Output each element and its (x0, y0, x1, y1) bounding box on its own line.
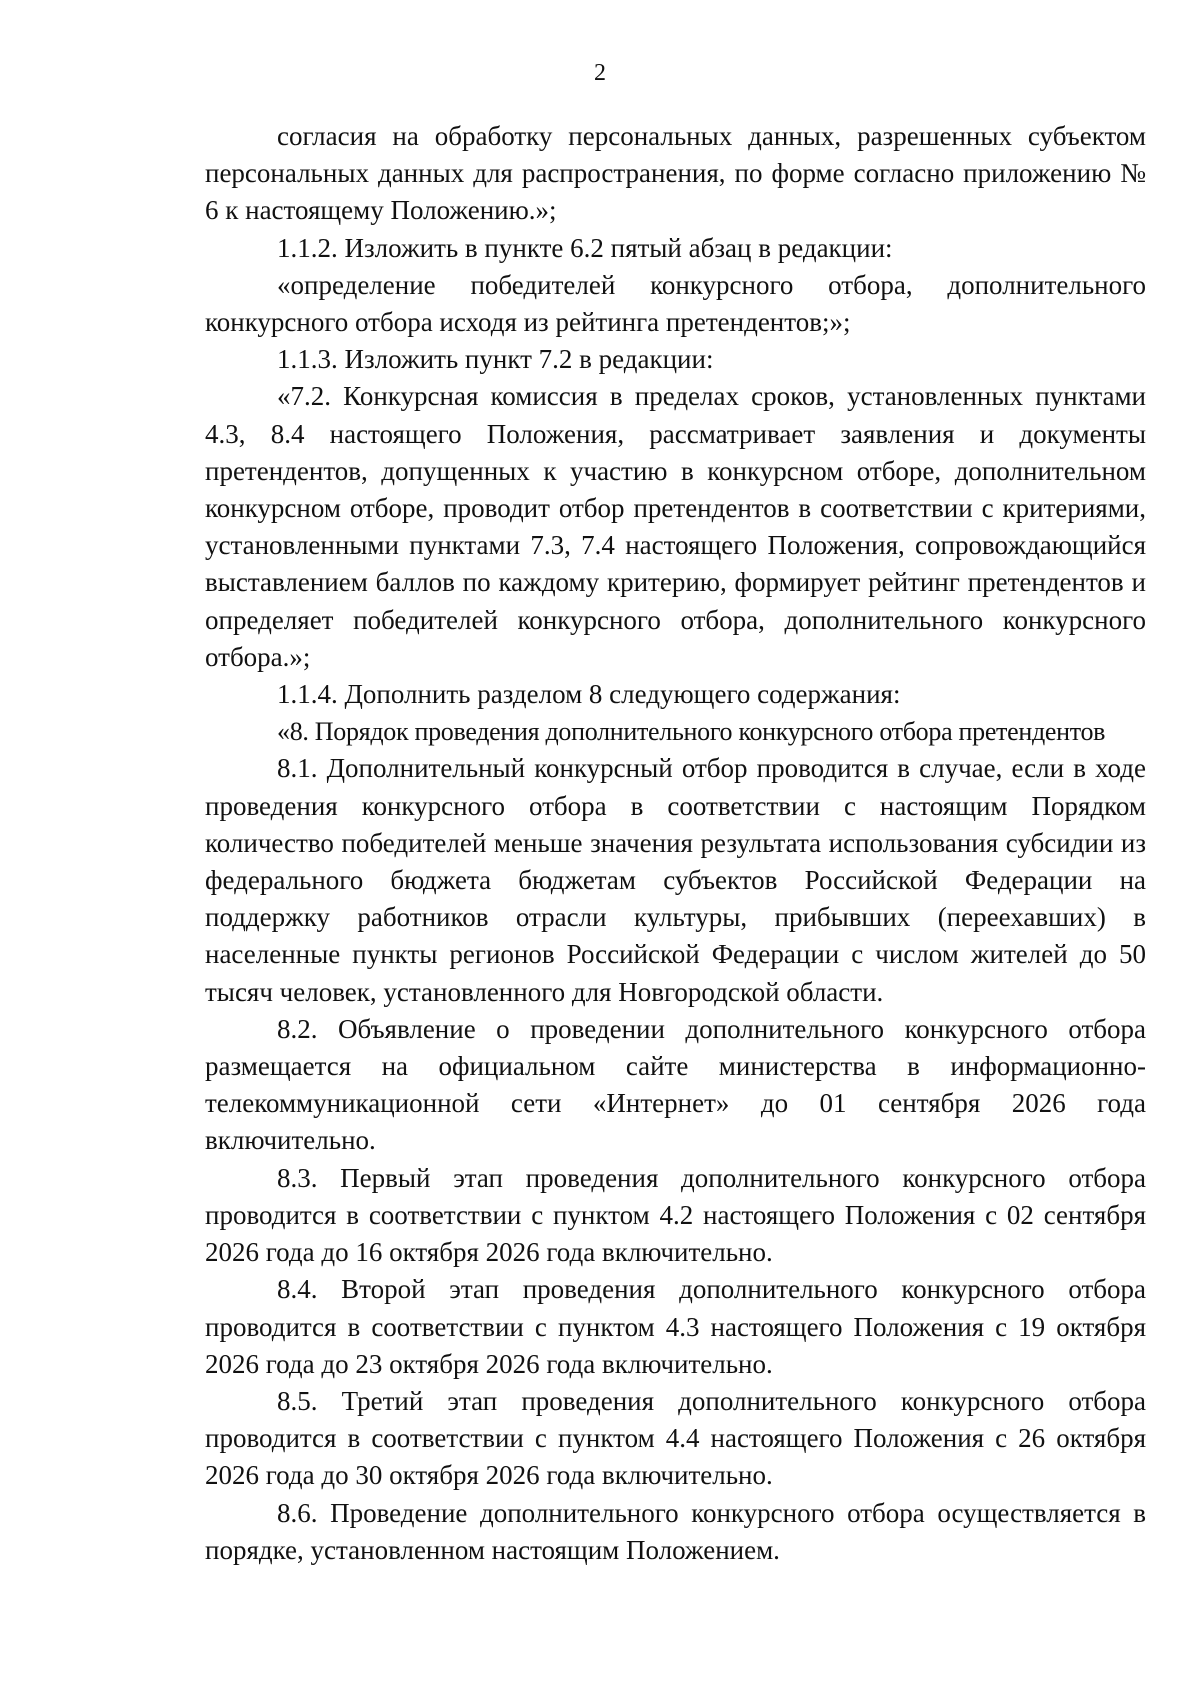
paragraph-8-3: 8.3. Первый этап проведения дополнительного конкурсного отбора проводится в соответствии с пунктом 4.2 настоящего Положения с 02 сентября 2026 года до 16 октября 2026 года включительно. (205, 1162, 1146, 1268)
paragraph-8-6: 8.6. Проведение дополнительного конкурсного отбора осуществляется в порядке, установленном настоящим Положением. (205, 1497, 1146, 1565)
paragraph-8-5: 8.5. Третий этап проведения дополнительного конкурсного отбора проводится в соответствии с пунктом 4.4 настоящего Положения с 26 октября 2026 года до 30 октября 2026 года включительно. (205, 1385, 1146, 1491)
paragraph-8-4: 8.4. Второй этап проведения дополнительного конкурсного отбора проводится в соответствии с пунктом 4.3 настоящего Положения с 19 октября 2026 года до 23 октября 2026 года включительно. (205, 1274, 1146, 1379)
paragraph-8-1: 8.1. Дополнительный конкурсный отбор проводится в случае, если в ходе проведения конкурсного отбора в соответствии с настоящим Порядком количество победителей меньше значения результата использования субсидии из федерального бюджета бюджетам субъектов Российской Федерации на поддержку работников отрасли культуры, прибывших (переехавших) в населенные пункты регионов Российской Федерации с числом жителей до 50 тысяч человек, установленного для Новгородской области. (205, 753, 1146, 1007)
paragraph-1-1-3: 1.1.3. Изложить пункт 7.2 в редакции: (277, 344, 714, 375)
document-body (205, 118, 1146, 1569)
section-8-heading: «8. Порядок проведения дополнительного конкурсного отбора претендентов (277, 717, 1106, 747)
paragraph-1-1-4: 1.1.4. Дополнить разделом 8 следующего содержания: (277, 679, 901, 710)
paragraph-8-2: 8.2. Объявление о проведении дополнительного конкурсного отбора размещается на официальном сайте министерства в информационно-телекоммуникационной сети «Интернет» до 01 сентября 2026 года включительно. (205, 1013, 1146, 1156)
paragraph-consent-form: согласия на обработку персональных данных, разрешенных субъектом персональных данных для распространения, по форме согласно приложению № 6 к настоящему Положению.»; (205, 121, 1146, 226)
paragraph-1-1-2: 1.1.2. Изложить в пункте 6.2 пятый абзац в редакции: (277, 232, 893, 263)
paragraph-7-2: «7.2. Конкурсная комиссия в пределах сроков, установленных пунктами 4.3, 8.4 настоящего Положения, рассматривает заявления и документы претендентов, допущенных к участию в конкурсном отборе, дополнительном конкурсном отборе, проводит отбор претендентов в соответствии с критериями, установленными пунктами 7.3, 7.4 настоящего Положения, сопровождающийся выставлением баллов по каждому критерию, формирует рейтинг претендентов и определяет победителей конкурсного отбора, дополнительного конкурсного отбора.»; (205, 381, 1146, 672)
paragraph-winners-definition: «определение победителей конкурсного отбора, дополнительного конкурсного отбора исходя из рейтинга претендентов;»; (205, 269, 1146, 338)
page-number: 2 (594, 60, 606, 86)
